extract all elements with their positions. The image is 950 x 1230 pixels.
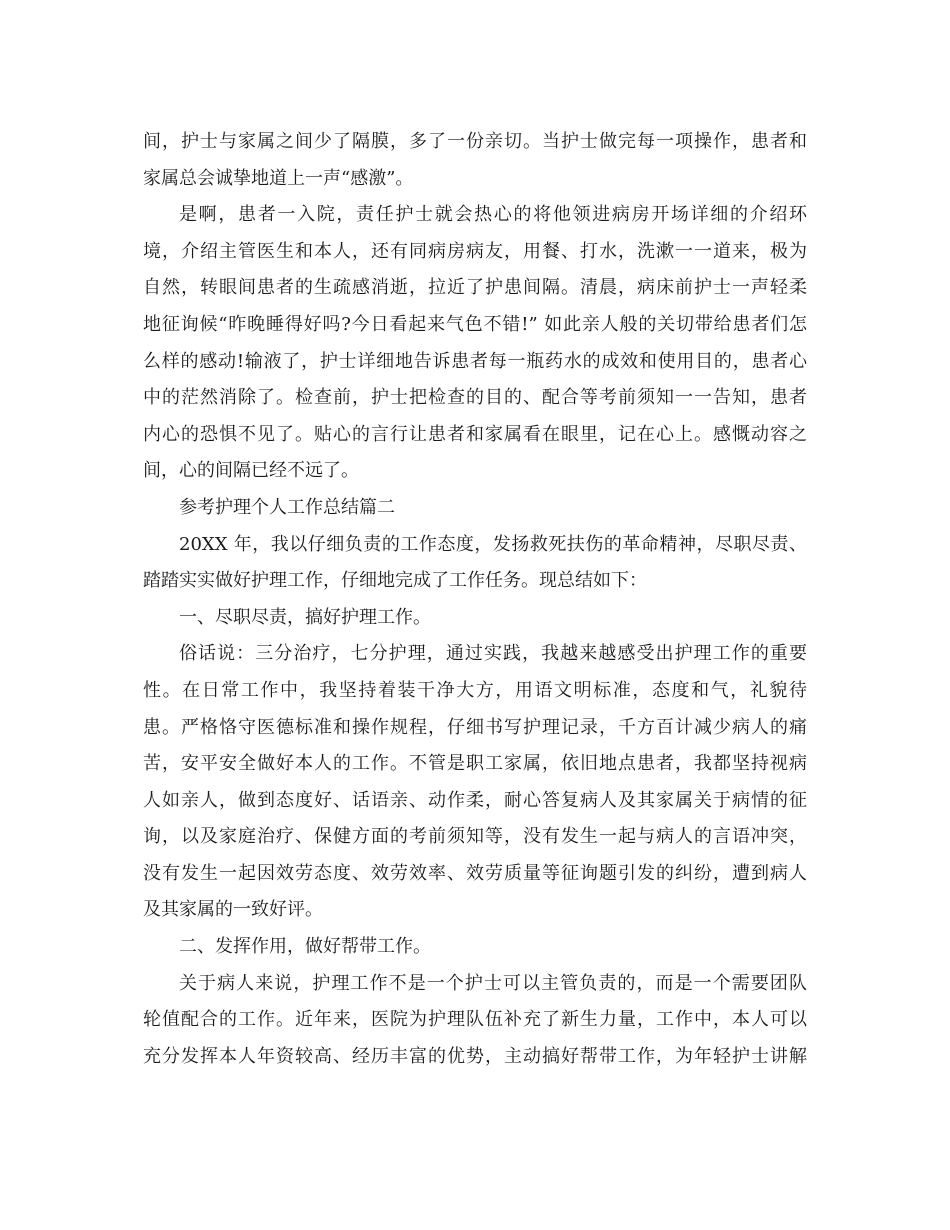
text-line: 询，以及家庭治疗、保健方面的考前须知等，没有发生一起与病人的言语冲突，: [143, 826, 807, 848]
text-line: 没有发生一起因效劳态度、效劳效率、效劳质量等征询题引发的纠纷，遭到病人: [143, 862, 807, 884]
text-line: 性。在日常工作中，我坚持着装干净大方，用语文明标准，态度和气，礼貌待: [143, 679, 807, 701]
text-line: 间，护士与家属之间少了隔膜，多了一份亲切。当护士做完每一项操作，患者和: [143, 131, 807, 152]
text-line: 苦，安平安全做好本人的工作。不管是职工家属，依旧地点患者，我都坚持视病: [143, 753, 807, 775]
text-line: 充分发挥本人年资较高、经历丰富的优势，主动搞好帮带工作，为年轻护士讲解: [143, 1045, 807, 1067]
text-line: 20XX 年，我以仔细负责的工作态度，发扬救死扶伤的革命精神，尽职尽责、: [179, 533, 807, 555]
text-line: 境，介绍主管医生和本人，还有同病房病友，用餐、打水，洗漱一一道来，极为: [143, 240, 807, 262]
text-line: 地征询候“昨晚睡得好吗?今日看起来气色不错!” 如此亲人般的关切带给患者们怎: [143, 313, 807, 335]
text-line: 俗话说：三分治疗，七分护理，通过实践，我越来越感受出护理工作的重要: [179, 643, 807, 665]
text-line: 轮值配合的工作。近年来，医院为护理队伍补充了新生力量，工作中，本人可以: [143, 1009, 807, 1031]
text-line: 二、发挥作用，做好帮带工作。: [179, 936, 431, 958]
text-line: 一、尽职尽责，搞好护理工作。: [179, 606, 431, 628]
text-line: 家属总会诚挚地道上一声“感激”。: [143, 167, 414, 189]
text-line: 内心的恐惧不见了。贴心的言行让患者和家属看在眼里，记在心上。感慨动容之: [143, 423, 807, 445]
text-line: 踏踏实实做好护理工作，仔细地完成了工作任务。现总结如下：: [143, 570, 647, 592]
text-line: 间，心的间隔已经不远了。: [143, 460, 359, 482]
text-line: 中的茫然消除了。检查前，护士把检查的目的、配合等考前须知一一告知，患者: [143, 387, 807, 409]
text-line: 关于病人来说，护理工作不是一个护士可以主管负责的，而是一个需要团队: [179, 972, 807, 994]
text-line: 人如亲人，做到态度好、话语亲、动作柔，耐心答复病人及其家属关于病情的征: [143, 789, 807, 811]
text-line: 参考护理个人工作总结篇二: [179, 496, 395, 518]
text-line: 及其家属的一致好评。: [143, 899, 323, 921]
text-line: 么样的感动!输液了，护士详细地告诉患者每一瓶药水的成效和使用目的，患者心: [143, 350, 807, 372]
text-line: 是啊，患者一入院，责任护士就会热心的将他领进病房开场详细的介绍环: [179, 204, 807, 226]
text-line: 自然，转眼间患者的生疏感消逝，拉近了护患间隔。清晨，病床前护士一声轻柔: [143, 277, 807, 299]
document-body: [143, 124, 807, 1075]
text-line: 患。严格恪守医德标准和操作规程，仔细书写护理记录，千方百计减少病人的痛: [143, 716, 807, 738]
